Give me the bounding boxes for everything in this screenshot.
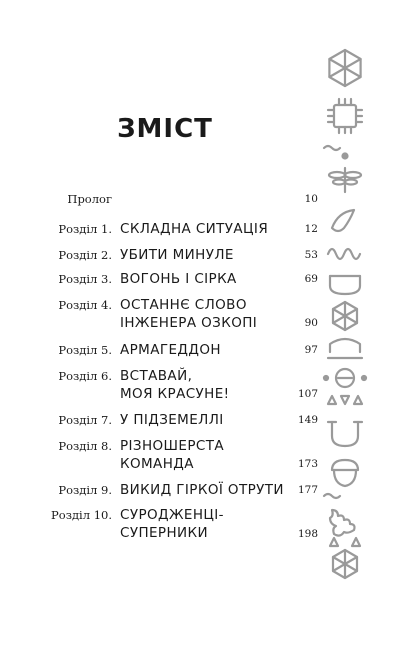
toc-entry-page: 97: [304, 344, 318, 356]
toc-entry-title: ВСТАВАЙ,: [120, 368, 193, 384]
cup-icon: [330, 276, 360, 294]
toc-entry-page: 198: [297, 528, 318, 540]
toc-entry-title: РІЗНОШЕРСТА: [120, 438, 224, 454]
toc-entry-label: Розділ 10.: [51, 508, 112, 522]
toc-entry-label: Розділ 2.: [58, 248, 112, 262]
dot-icon: [343, 154, 348, 159]
toc-entry-title-line-2: МОЯ КРАСУНЕ!: [120, 386, 230, 402]
toc-entry-label: Розділ 7.: [58, 413, 112, 427]
toc-entry-title: ВОГОНЬ І СІРКА: [120, 271, 237, 287]
page-title: ЗМІСТ: [117, 114, 213, 144]
drop-icon: [332, 210, 354, 231]
toc-entry-title-line-2: ІНЖЕНЕРА ОЗКОПІ: [120, 315, 258, 331]
hexagon-icon: [333, 302, 357, 330]
toc-entry-title: УБИТИ МИНУЛЕ: [120, 247, 234, 263]
toc-entry-label: Розділ 1.: [58, 222, 112, 236]
squiggle-icon: [324, 146, 340, 150]
toc-entry-title-line-2: СУПЕРНИКИ: [120, 525, 209, 541]
triangles-icon: [330, 538, 360, 546]
hexagon-icon: [329, 50, 360, 86]
dot-icon: [362, 376, 366, 380]
toc-entry-page: 53: [304, 249, 318, 261]
chip-icon: [328, 99, 362, 133]
toc-entry-label: Розділ 8.: [58, 439, 112, 453]
toc-entry-label: Пролог: [67, 192, 112, 206]
u-shape-icon: [332, 422, 358, 446]
dot-icon: [324, 376, 328, 380]
toc-entry-title: ВИКИД ГІРКОЇ ОТРУТИ: [120, 482, 284, 498]
toc-entry-title-line-2: КОМАНДА: [120, 456, 194, 472]
toc-entry-page: 12: [304, 223, 318, 235]
toc-entry-page: 69: [304, 273, 318, 285]
oak-leaf-icon: [330, 510, 355, 536]
squiggle-icon: [324, 494, 340, 498]
arch-icon: [330, 339, 360, 352]
toc-entry-label: Розділ 3.: [58, 272, 112, 286]
toc-entry-label: Розділ 4.: [58, 298, 112, 312]
toc-entry-page: 10: [304, 193, 318, 205]
toc-entry-page: 149: [297, 414, 318, 426]
toc-entry-page: 107: [297, 388, 318, 400]
toc-entry-label: Розділ 5.: [58, 343, 112, 357]
toc-entry-label: Розділ 9.: [58, 483, 112, 497]
toc-entry-page: 173: [297, 458, 318, 470]
triangles-icon: [328, 396, 362, 404]
hexagon-icon: [333, 550, 357, 578]
toc-entry-title: АРМАГЕДДОН: [120, 342, 221, 358]
toc-entry-page: 177: [297, 484, 318, 496]
toc-entry-title: СУРОДЖЕНЦІ-: [120, 507, 224, 523]
wave-icon: [328, 249, 360, 259]
decorative-glyph-column: [318, 40, 372, 580]
toc-entry-label: Розділ 6.: [58, 369, 112, 383]
toc-entry-title: СКЛАДНА СИТУАЦІЯ: [120, 221, 269, 237]
toc-entry-page: 90: [304, 317, 318, 329]
toc-entry-title: ОСТАННЄ СЛОВО: [120, 297, 247, 313]
toc-entry-title: У ПІДЗЕМЕЛЛІ: [120, 412, 224, 428]
acorn-icon: [332, 460, 358, 486]
dragonfly-icon: [329, 168, 361, 192]
